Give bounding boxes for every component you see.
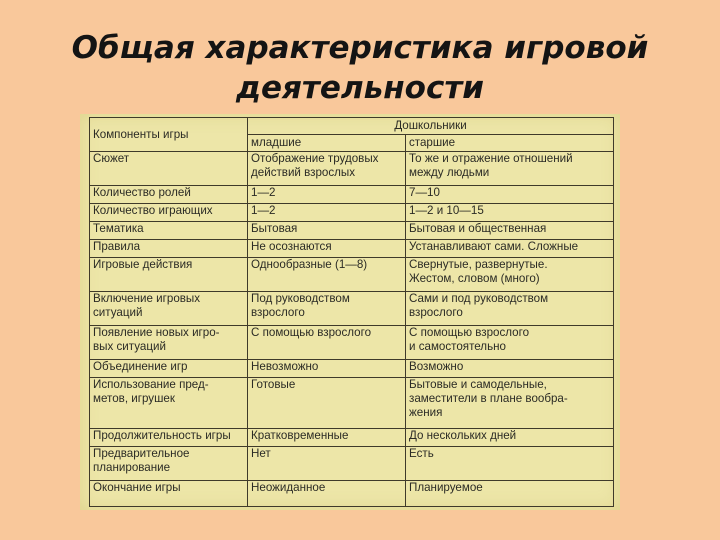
cell-older: 1—2 и 10—15 — [406, 204, 614, 222]
cell-younger: Неожиданное — [248, 481, 406, 507]
slide-title — [60, 28, 660, 108]
table-row — [90, 429, 614, 447]
table-row — [90, 326, 614, 360]
cell-component: Использование пред- метов, игрушек — [90, 378, 248, 429]
cell-component: Количество играющих — [90, 204, 248, 222]
header-components: Компоненты игры — [90, 118, 248, 152]
game-activity-table — [89, 117, 614, 507]
cell-older: То же и отражение отношений между людьми — [406, 152, 614, 186]
table-row — [90, 222, 614, 240]
cell-component: Включение игровых ситуаций — [90, 292, 248, 326]
cell-older: С помощью взрослого и самостоятельно — [406, 326, 614, 360]
cell-younger: Невозможно — [248, 360, 406, 378]
cell-younger: Нет — [248, 447, 406, 481]
cell-component: Тематика — [90, 222, 248, 240]
table-row — [90, 240, 614, 258]
table-row — [90, 447, 614, 481]
cell-older: Свернутые, развернутые. Жестом, словом (много) — [406, 258, 614, 292]
table-row — [90, 204, 614, 222]
cell-younger: Бытовая — [248, 222, 406, 240]
cell-component: Количество ролей — [90, 186, 248, 204]
table-row — [90, 378, 614, 429]
slide-title-line-1: Общая характеристика игровой — [71, 30, 649, 66]
table-row — [90, 292, 614, 326]
cell-younger: Кратковременные — [248, 429, 406, 447]
cell-older: Есть — [406, 447, 614, 481]
table-row — [90, 258, 614, 292]
header-preschoolers: Дошкольники — [248, 118, 614, 135]
header-older: старшие — [406, 135, 614, 152]
cell-component: Сюжет — [90, 152, 248, 186]
cell-younger: Не осознаются — [248, 240, 406, 258]
cell-younger: Отображение трудовых действий взрослых — [248, 152, 406, 186]
cell-component: Правила — [90, 240, 248, 258]
table-scan-image — [80, 114, 620, 510]
header-younger: младшие — [248, 135, 406, 152]
table-row — [90, 360, 614, 378]
cell-component: Объединение игр — [90, 360, 248, 378]
cell-older: Возможно — [406, 360, 614, 378]
cell-component: Предварительное планирование — [90, 447, 248, 481]
table-row — [90, 186, 614, 204]
cell-older: Планируемое — [406, 481, 614, 507]
cell-younger: С помощью взрослого — [248, 326, 406, 360]
cell-component: Окончание игры — [90, 481, 248, 507]
table-body — [90, 152, 614, 507]
cell-component: Игровые действия — [90, 258, 248, 292]
cell-older: До нескольких дней — [406, 429, 614, 447]
table-row — [90, 152, 614, 186]
cell-younger: Под руководством взрослого — [248, 292, 406, 326]
cell-younger: 1—2 — [248, 204, 406, 222]
slide-title-line-2: деятельности — [235, 70, 485, 106]
cell-younger: Готовые — [248, 378, 406, 429]
cell-younger: 1—2 — [248, 186, 406, 204]
cell-older: Бытовая и общественная — [406, 222, 614, 240]
table-row — [90, 481, 614, 507]
cell-older: Сами и под руководством взрослого — [406, 292, 614, 326]
cell-older: 7—10 — [406, 186, 614, 204]
cell-older: Устанавливают сами. Сложные — [406, 240, 614, 258]
cell-component: Появление новых игро- вых ситуаций — [90, 326, 248, 360]
cell-component: Продолжительность игры — [90, 429, 248, 447]
cell-younger: Однообразные (1—8) — [248, 258, 406, 292]
cell-older: Бытовые и самодельные, заместители в плане вообра- жения — [406, 378, 614, 429]
